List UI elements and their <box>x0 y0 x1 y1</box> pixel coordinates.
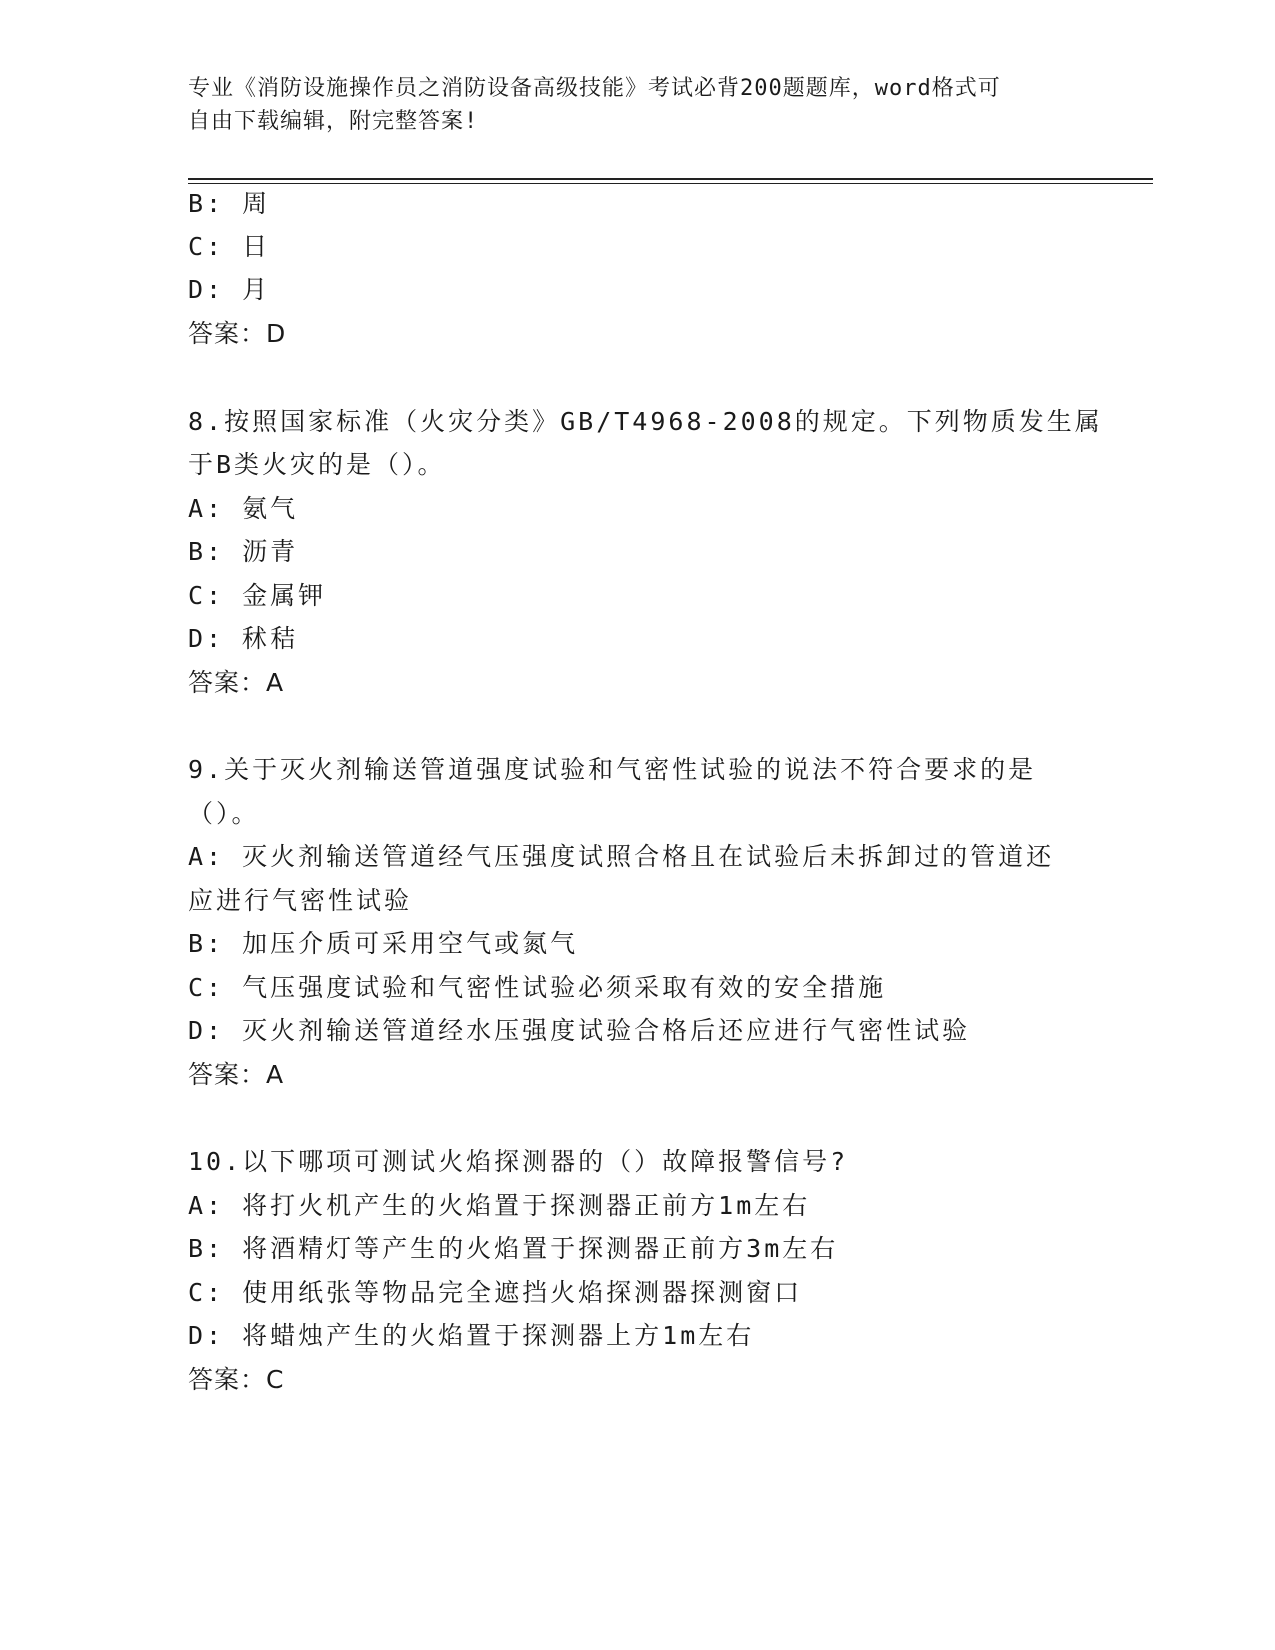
q9-option-b: B: 加压介质可采用空气或氮气 <box>188 929 579 958</box>
q10-option-d: D: 将蜡烛产生的火焰置于探测器上方1m左右 <box>188 1321 755 1350</box>
header-divider-thin <box>188 183 1153 184</box>
q10-answer: 答案：C <box>188 1365 285 1394</box>
q8-stem-line-1: 8.按照国家标准（火灾分类》GB/T4968-2008的规定。下列物质发生属 <box>188 407 1103 436</box>
q7-answer: 答案：D <box>188 319 287 348</box>
q10-option-b: B: 将酒精灯等产生的火焰置于探测器正前方3m左右 <box>188 1234 839 1263</box>
q8-stem-line-2: 于B类火灾的是（）。 <box>188 450 446 479</box>
q8-answer: 答案：A <box>188 668 285 697</box>
q7-option-b: B: 周 <box>188 189 271 218</box>
q9-option-d: D: 灭火剂输送管道经水压强度试验合格后还应进行气密性试验 <box>188 1016 971 1045</box>
document-header <box>188 72 1088 138</box>
q9-option-a-line-1: A: 灭火剂输送管道经气压强度试照合格且在试验后未拆卸过的管道还 <box>188 842 1055 871</box>
q9-option-c: C: 气压强度试验和气密性试验必须采取有效的安全措施 <box>188 973 887 1002</box>
q9-stem-line-2: （）。 <box>188 799 260 828</box>
q8-option-c: C: 金属钾 <box>188 581 327 610</box>
header-line-1: 专业《消防设施操作员之消防设备高级技能》考试必背200题题库，word格式可 <box>188 76 1001 101</box>
q7-option-c: C: 日 <box>188 232 271 261</box>
header-line-2: 自由下载编辑，附完整答案! <box>188 109 479 134</box>
q10-option-c: C: 使用纸张等物品完全遮挡火焰探测器探测窗口 <box>188 1278 803 1307</box>
q10-stem: 10.以下哪项可测试火焰探测器的（）故障报警信号? <box>188 1147 849 1176</box>
q9-stem-line-1: 9.关于灭火剂输送管道强度试验和气密性试验的说法不符合要求的是 <box>188 755 1037 784</box>
q8-option-a: A: 氨气 <box>188 494 299 523</box>
q8-option-b: B: 沥青 <box>188 537 299 566</box>
q10-option-a: A: 将打火机产生的火焰置于探测器正前方1m左右 <box>188 1191 811 1220</box>
q9-option-a-line-2: 应进行气密性试验 <box>188 886 413 915</box>
q8-option-d: D: 秫秸 <box>188 624 299 653</box>
q9-answer: 答案：A <box>188 1060 285 1089</box>
q7-option-d: D: 月 <box>188 275 271 304</box>
header-divider <box>188 178 1153 180</box>
